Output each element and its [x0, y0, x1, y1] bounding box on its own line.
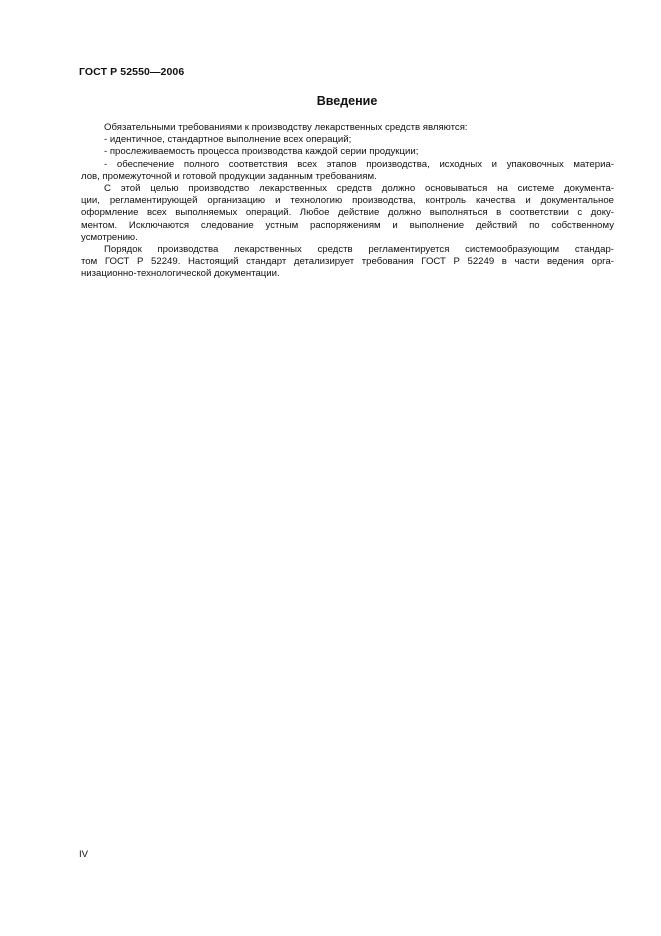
text-line: ции, регламентирующей организацию и технологию производства, контроль качества и документальное [81, 195, 614, 207]
paragraph [81, 122, 614, 134]
text-line: ментом. Исключаются следование устным распоряжениям и выполнение действий по собственному [81, 219, 614, 231]
list-item [81, 146, 614, 158]
text-line: оформление всех выполняемых операций. Любое действие должно выполняться в соответствии с доку- [81, 207, 614, 219]
page-number: IV [79, 849, 89, 860]
document-code-header: ГОСТ Р 52550—2006 [79, 66, 185, 78]
text-line: Порядок производства лекарственных средств регламентируется системообразующим стандар- [104, 243, 614, 255]
text-line: - идентичное, стандартное выполнение всех операций; [104, 134, 352, 146]
text-line: лов, промежуточной и готовой продукции заданным требованиям. [81, 170, 377, 182]
paragraph [81, 244, 614, 281]
document-body [81, 122, 614, 280]
list-item [81, 159, 614, 183]
text-line: низационно-технологической документации. [81, 268, 280, 280]
text-line: том ГОСТ Р 52249. Настоящий стандарт детализирует требования ГОСТ Р 52249 в части ведения орга- [81, 256, 614, 268]
text-line: - прослеживаемость процесса производства каждой серии продукции; [104, 146, 419, 158]
text-line: Обязательными требованиями к производству лекарственных средств являются: [104, 122, 468, 133]
section-title: Введение [316, 94, 378, 108]
list-item [81, 134, 614, 146]
text-line: усмотрению. [81, 231, 138, 243]
paragraph [81, 183, 614, 244]
text-line: С этой целью производство лекарственных средств должно основываться на системе документа- [104, 182, 614, 194]
text-line: - обеспечение полного соответствия всех этапов производства, исходных и упаковочных материа- [104, 158, 614, 170]
